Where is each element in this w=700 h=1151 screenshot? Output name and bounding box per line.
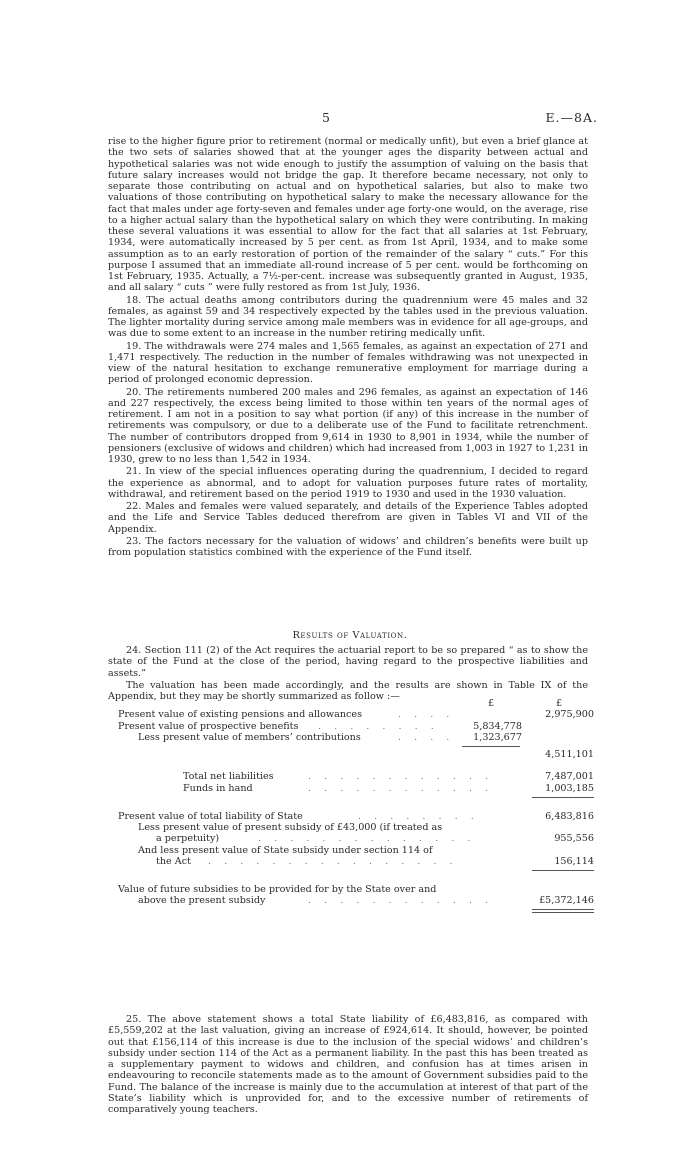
table-row [108, 709, 598, 720]
column-header-pounds: £ [555, 698, 563, 709]
row-total: 1,003,185 [545, 782, 594, 794]
double-rule-top [532, 909, 594, 910]
double-rule-bottom [532, 912, 594, 913]
rule-row [108, 907, 598, 915]
table-row [108, 811, 598, 822]
rule-row [108, 867, 598, 873]
section-heading: Results of Valuation. [292, 630, 408, 641]
table-row [108, 856, 598, 867]
row-label: Value of future subsidies to be provided for by the State over and [118, 884, 437, 895]
table-header-row [108, 698, 598, 709]
leader-dots: . . . . . . . . . . . . [308, 895, 494, 907]
table-row [108, 884, 598, 895]
paragraph-18: 18. The actual deaths among contributors during the quadrennium were 45 males and 32 females, as against 59 and 34 respectively expected by the tables used in the previous valuation. The lighter mortality during service among male members was in evidence for all age-groups, and was due to some extent to an increase in the number retiring medically unfit. [108, 294, 588, 340]
body-text-mid [108, 645, 588, 703]
leader-dots: . . . . . . . . [358, 810, 479, 822]
row-label: Less present value of members’ contributions [138, 731, 361, 743]
row-label: above the present subsidy [138, 895, 266, 907]
final-total: £5,372,146 [539, 895, 594, 907]
table-row [108, 895, 598, 906]
paragraph-24: 24. Section 111 (2) of the Act requires the actuarial report to be so prepared “ as to show the state of the Fund at the close of the period, having regard to the prospective liabilities and assets.” [108, 645, 588, 679]
leader-dots: . . . . . . . . . . . . [308, 782, 494, 794]
table-row [108, 833, 598, 844]
row-label: Funds in hand [183, 782, 253, 794]
leader-dots: . . . . . . . . [318, 720, 439, 732]
paragraph-22: 22. Males and females were valued separately, and details of the Experience Tables adopted and the Life and Service Tables deduced therefrom are given in Tables VI and VII of the Appendix. [108, 501, 588, 535]
column-header-pounds: £ [487, 698, 495, 709]
table-row [108, 783, 598, 794]
row-subtotal: 1,323,677 [473, 731, 522, 743]
paragraph-20: 20. The retirements numbered 200 males and 296 females, as against an expectation of 146 and 227 respectively, the excess being limited to those within ten years of the normal ages of retirement. I am not in a position to say what portion (if any) of this increase in the number of retirements was compulsory, or due to a deliberate use of the Fund to facilitate retrenchment. The number of contributors dropped from 9,614 in 1930 to 8,901 in 1934, while the number of pensioners (exclusive of widows and children) which had increased from 1,003 in 1927 to 1,231 in 1930, grew to no less than 1,542 in 1934. [108, 386, 589, 465]
total-rule [532, 870, 594, 871]
paragraph-25: 25. The above statement shows a total State liability of £6,483,816, as compared with £5,559,202 at the last valuation, giving an increase of £924,614. It should, however, be pointed out that £156,114 of this increase is due to the inclusion of the special widows’ and children’s subsidy under section 114 of the Act as a permanent liability. In the past this has been treated as a supplementary payment to widows and children, and confusion has at times arisen in endeavouring to reconcile statements made as to the amount of Government subsidies paid to the Fund. The balance of the increase is mainly due to the accumulation at interest of that part of the State’s liability which is unprovided for, and to the excessive number of retirements of comparatively young teachers. [108, 1014, 588, 1115]
row-subtotal: 5,834,778 [473, 720, 522, 732]
valuation-summary-table [108, 698, 598, 915]
total-rule [532, 797, 594, 798]
leader-dots: . . . . . . . . . . . . [308, 771, 494, 783]
row-total: 6,483,816 [545, 810, 594, 822]
body-text-bottom [108, 1014, 588, 1116]
row-total: 156,114 [554, 855, 594, 867]
row-label: Present value of total liability of State [118, 810, 303, 822]
row-label: And less present value of State subsidy under section 114 of [138, 844, 433, 856]
row-total: 2,975,900 [545, 709, 594, 721]
rule-row [108, 794, 598, 800]
page-header [0, 110, 700, 126]
table-row [108, 732, 598, 743]
table-row [108, 845, 598, 856]
row-label: the Act [156, 855, 191, 867]
subtotal-rule [462, 746, 520, 747]
leader-dots: . . . . [398, 709, 455, 721]
row-label: Present value of prospective benefits [118, 720, 299, 732]
row-total: 4,511,101 [545, 749, 594, 760]
paragraph-17-continued: rise to the higher figure prior to retirement (normal or medically unfit), but even a brief glance at the two sets of salaries showed that at the younger ages the disparity between actual and hypothetical salaries was not wide enough to justify the assumption of valuing on the basis that future salary increases would not bridge the gap. It therefore became necessary, not only to separate those contributing on actual and on hypothetical salaries, but also to make two valuations of those contributing on hypothetical salary to make the necessary allowance for the fact that males under age forty-seven and females under age forty-one would, on the average, rise to a higher actual salary than the hypothetical salary on which they were contributing. In making these several valuations it was essential to allow for the fact that all salaries at 1st February, 1934, were automatically increased by 5 per cent. as from 1st April, 1934, and to make some assumption as to an early restoration of portion of the remainder of the salary “ cuts.” For this purpose I assumed that an immediate all-round increase of 5 per cent. would be forthcoming on 1st February, 1935. Actually, a 7½-per-cent. increase was subsequently granted in August, 1935, and all salary “ cuts ” were fully restored as from 1st July, 1936. [108, 136, 588, 294]
paragraph-24-continued: The valuation has been made accordingly, and the results are shown in Table IX of the Appendix, but they may be shortly summarized as follow :— [108, 679, 588, 702]
table-row [108, 771, 598, 782]
table-row [108, 749, 598, 760]
row-total: 7,487,001 [545, 771, 594, 783]
leader-dots: . . . . . . . . . . . . . . [258, 833, 476, 845]
spacer [108, 873, 598, 884]
paragraph-21: 21. In view of the special influences operating during the quadrennium, I decided to regard the experience as abnormal, and to adopt for valuation purposes future rates of mortality, withdrawal, and retirement based on the period 1919 to 1930 and used in the 1930 valuation. [108, 466, 588, 500]
body-text-top [108, 136, 588, 559]
paragraph-19: 19. The withdrawals were 274 males and 1,565 females, as against an expectation of 271 and 1,471 respectively. The reduction in the number of females withdrawing was not unexpected in view of the natural hesitation to exchange remunerative employment for marriage during a period of prolonged economic depression. [108, 340, 588, 386]
row-label: Present value of existing pensions and allowances [118, 709, 362, 721]
leader-dots: . . . . [398, 731, 455, 743]
row-label: Less present value of present subsidy of £43,000 (if treated as [138, 822, 443, 833]
row-total: 955,556 [554, 833, 594, 845]
row-label: a perpetuity) [156, 833, 220, 845]
row-label: Total net liabilities [183, 771, 274, 783]
page-number: 5 [322, 110, 330, 125]
table-row [108, 822, 598, 833]
paragraph-23: 23. The factors necessary for the valuation of widows’ and children’s benefits were built up from population statistics combined with the experience of the Fund itself. [108, 535, 588, 558]
document-reference: E.—8A. [545, 110, 598, 125]
spacer [108, 760, 598, 771]
leader-dots: . . . . . . . . . . . . . . . . [208, 855, 458, 867]
table-row [108, 721, 598, 732]
spacer [108, 800, 598, 811]
